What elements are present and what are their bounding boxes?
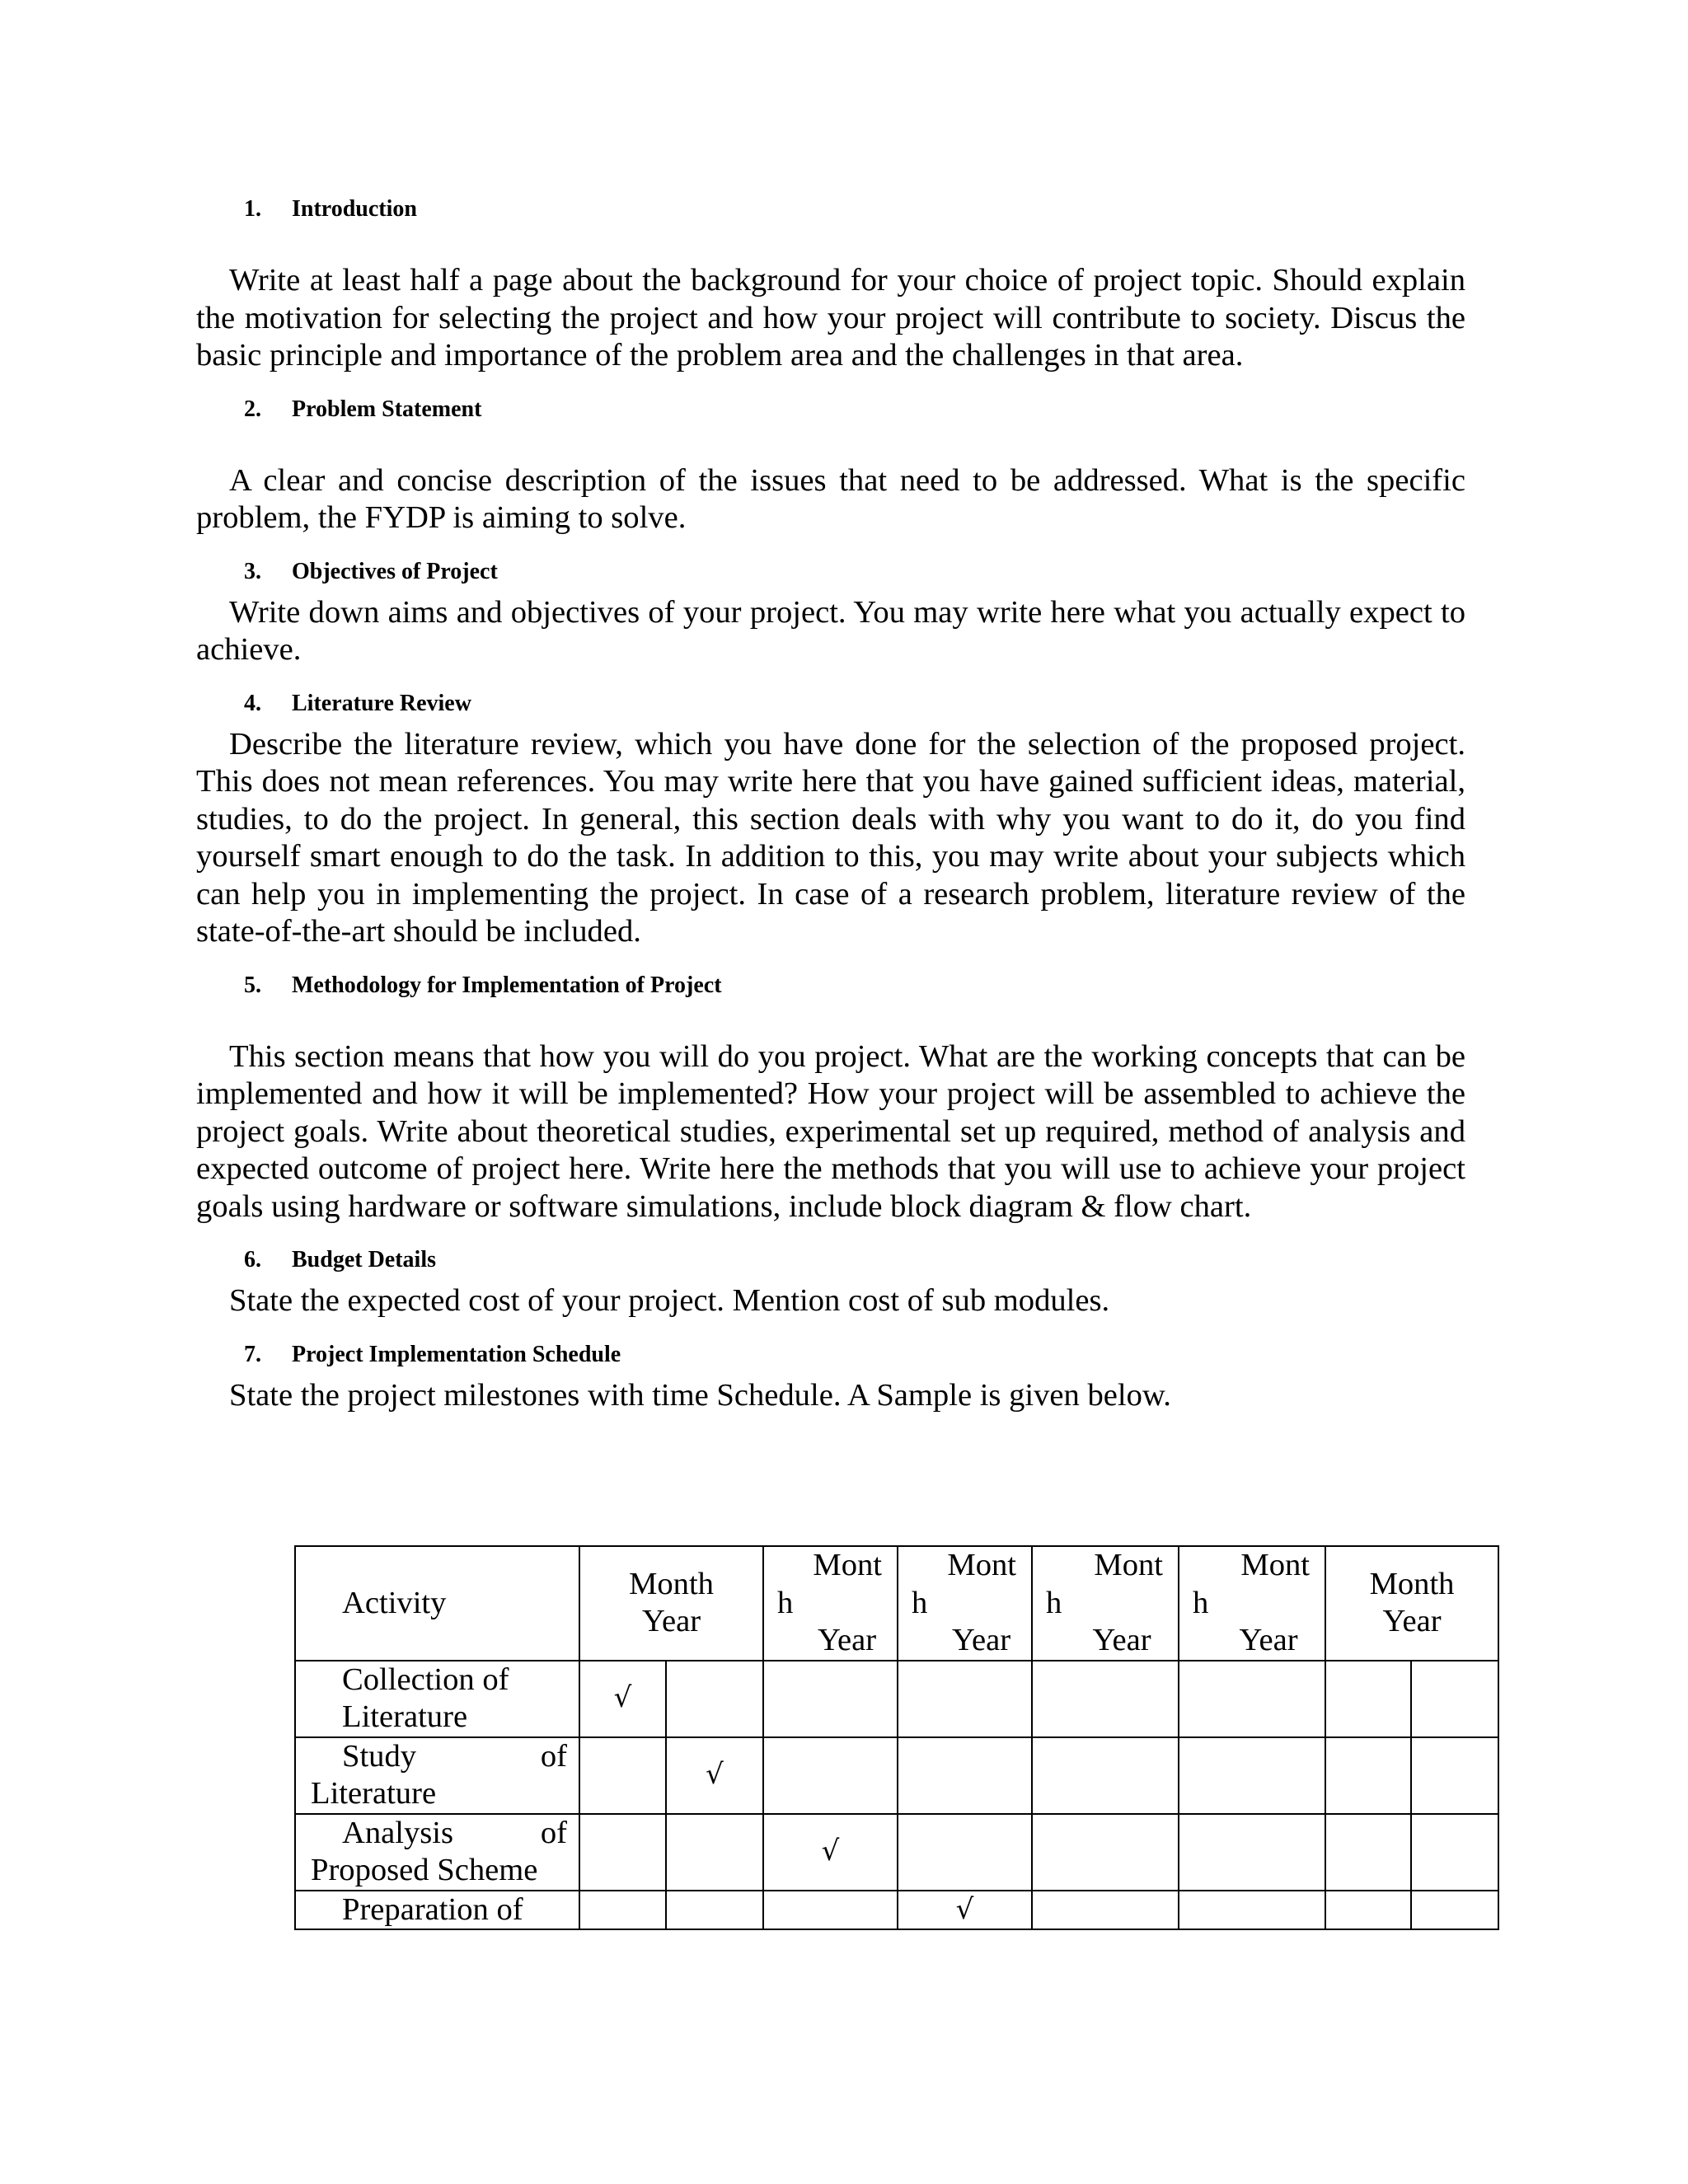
activity-line: Collection of — [342, 1661, 509, 1697]
section-heading-literature-review — [196, 689, 1465, 719]
table-header-row — [295, 1546, 1498, 1661]
year-label: Year — [817, 1623, 877, 1657]
month-label-wrap: h — [1046, 1585, 1062, 1620]
empty-cell — [1179, 1891, 1325, 1930]
section-body-literature-review: Describe the literature review, which you have done for the selection of the proposed project. This does not mean references. You may write here that you have gained sufficient ideas, material, studies, to do the project. In general, this section deals with why you want to do it, do you find yourself smart enough to do the task. In addition to this, you may write about your subjects which can help you in implementing the project. In case of a research problem, literature review of the state-of-the-art should be included. — [196, 726, 1465, 949]
month-label-wrap: h — [777, 1585, 794, 1620]
empty-cell — [898, 1737, 1032, 1814]
month-header-6 — [1325, 1546, 1498, 1661]
empty-cell — [1411, 1891, 1498, 1930]
empty-cell — [1325, 1661, 1411, 1737]
month-label: Mont — [1240, 1548, 1311, 1582]
year-label: Year — [1239, 1623, 1298, 1657]
month-label: Mont — [1094, 1548, 1164, 1582]
empty-cell — [666, 1891, 763, 1930]
year-label: Year — [1092, 1623, 1151, 1657]
section-body-methodology: This section means that how you will do you project. What are the working concepts that can be implemented and how it will be implemented? How your project will be assembled to achieve the project goals. Write about theoretical studies, experimental set up required, method of analysis and expected outcome of project here. Write here the methods that you will use to achieve your project goals using hardware or software simulations, include block diagram & flow chart. — [196, 1038, 1465, 1224]
year-label: Year — [1382, 1604, 1442, 1639]
empty-cell — [666, 1814, 763, 1891]
section-title: Introduction — [292, 196, 417, 222]
month-header-1 — [579, 1546, 763, 1661]
month-label: Mont — [813, 1548, 883, 1582]
empty-cell — [1179, 1814, 1325, 1891]
year-label: Year — [641, 1604, 701, 1639]
activity-line: Proposed Scheme — [311, 1853, 538, 1887]
activity-word: of — [540, 1738, 567, 1774]
empty-cell — [898, 1814, 1032, 1891]
table-row — [295, 1891, 1498, 1930]
empty-cell — [666, 1661, 763, 1737]
empty-cell — [579, 1737, 666, 1814]
activity-cell — [295, 1891, 579, 1930]
table-row — [295, 1737, 1498, 1814]
section-body-problem-statement: A clear and concise description of the issues that need to be addressed. What is the specific problem, the FYDP is aiming to solve. — [196, 462, 1465, 535]
empty-cell — [1179, 1737, 1325, 1814]
empty-cell — [1411, 1814, 1498, 1891]
section-number: 6. — [244, 1247, 261, 1272]
section-heading-budget — [196, 1245, 1465, 1275]
month-label-wrap: h — [912, 1585, 928, 1620]
section-body-objectives: Write down aims and objectives of your project. You may write here what you actually expect to achieve. — [196, 594, 1465, 667]
month-label: Month — [629, 1566, 714, 1601]
activity-line: Literature — [311, 1776, 437, 1811]
empty-cell — [1179, 1661, 1325, 1737]
table-row — [295, 1814, 1498, 1891]
section-title: Objectives of Project — [292, 558, 498, 584]
section-number: 7. — [244, 1341, 261, 1367]
month-label: Mont — [947, 1548, 1017, 1582]
month-header-4 — [1032, 1546, 1179, 1661]
month-label: Month — [1369, 1566, 1455, 1601]
empty-cell — [1032, 1737, 1179, 1814]
empty-cell — [763, 1737, 898, 1814]
month-label-wrap: h — [1193, 1585, 1209, 1620]
section-heading-introduction — [196, 194, 1465, 224]
month-header-5 — [1179, 1546, 1325, 1661]
table-row — [295, 1661, 1498, 1737]
empty-cell — [763, 1891, 898, 1930]
section-title: Methodology for Implementation of Project — [292, 972, 722, 998]
activity-cell — [295, 1737, 579, 1814]
section-heading-methodology — [196, 971, 1465, 1001]
section-number: 1. — [244, 196, 261, 222]
section-number: 2. — [244, 396, 261, 422]
section-title: Literature Review — [292, 690, 471, 716]
activity-line: Preparation of — [342, 1891, 523, 1927]
empty-cell — [1325, 1737, 1411, 1814]
section-title: Budget Details — [292, 1247, 436, 1272]
activity-word: of — [540, 1815, 567, 1850]
empty-cell — [1032, 1814, 1179, 1891]
check-mark: √ — [579, 1661, 666, 1737]
empty-cell — [579, 1814, 666, 1891]
section-title: Project Implementation Schedule — [292, 1341, 621, 1367]
empty-cell — [898, 1661, 1032, 1737]
section-number: 3. — [244, 558, 261, 584]
check-mark: √ — [763, 1814, 898, 1891]
section-body-budget: State the expected cost of your project. Mention cost of sub modules. — [229, 1283, 1110, 1318]
section-heading-schedule — [196, 1340, 1465, 1370]
month-header-2 — [763, 1546, 898, 1661]
implementation-schedule-table — [294, 1545, 1499, 1930]
empty-cell — [1325, 1814, 1411, 1891]
month-header-3 — [898, 1546, 1032, 1661]
section-number: 5. — [244, 972, 261, 998]
activity-cell — [295, 1814, 579, 1891]
year-label: Year — [951, 1623, 1011, 1657]
empty-cell — [579, 1891, 666, 1930]
empty-cell — [1032, 1661, 1179, 1737]
activity-word: Study — [342, 1738, 417, 1774]
section-number: 4. — [244, 690, 261, 716]
empty-cell — [1411, 1661, 1498, 1737]
document-page — [196, 194, 1465, 1414]
empty-cell — [1411, 1737, 1498, 1814]
check-mark: √ — [898, 1891, 1032, 1930]
activity-word: Analysis — [342, 1815, 454, 1850]
section-heading-objectives — [196, 557, 1465, 587]
empty-cell — [763, 1661, 898, 1737]
section-body-schedule: State the project milestones with time Schedule. A Sample is given below. — [229, 1377, 1171, 1413]
empty-cell — [1032, 1891, 1179, 1930]
activity-line: Literature — [342, 1699, 468, 1734]
activity-header: Activity — [295, 1546, 579, 1661]
activity-cell — [295, 1661, 579, 1737]
section-title: Problem Statement — [292, 396, 482, 422]
empty-cell — [1325, 1891, 1411, 1930]
section-body-introduction: Write at least half a page about the background for your choice of project topic. Should explain the motivation for selecting the project and how your project will contribute to society. Discus the basic principle and importance of the problem area and the challenges in that area. — [196, 263, 1465, 373]
check-mark: √ — [666, 1737, 763, 1814]
section-heading-problem-statement — [196, 395, 1465, 424]
